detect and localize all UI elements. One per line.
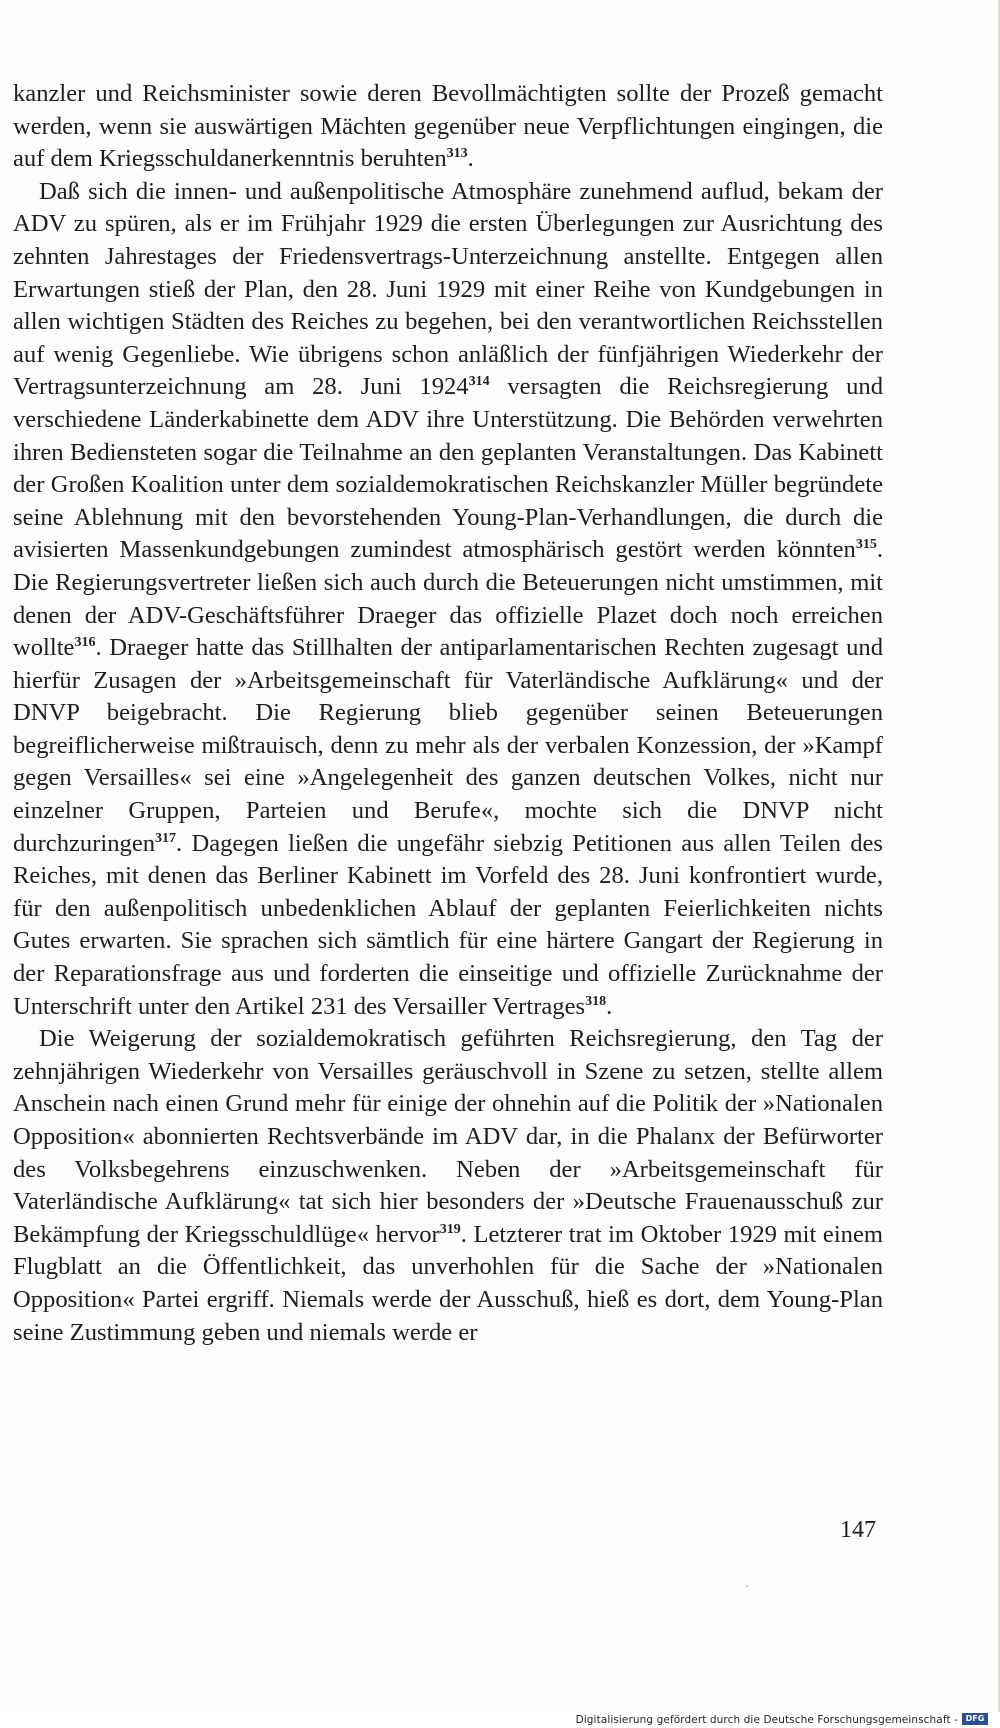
footnote-reference: 314 [468,374,490,390]
paragraph-text: . Dagegen ließen die ungefähr siebzig Petitionen aus allen Teilen des Reiches, mit denen das Berliner Kabinett im Vorfeld des 28. Juni konfrontiert wurde, für den außenpolitisch unbedenklichen Ablauf der geplanten Feierlichkeiten nichts Gutes erwarten. Sie sprachen sich sämtlich für eine härtere Gangart der Regierung in der Reparationsfrage aus und forderten die einseitige und offizielle Zurücknahme der Unterschrift unter den Artikel 231 des Versailler Vertrages [13,829,883,1020]
paragraph [13,176,883,1023]
scan-speck [746,1585,748,1587]
paragraph-text: . Letzterer trat im Oktober 1929 mit einem Flugblatt an die Öffentlichkeit, das unverhohlen für die Sache der »Nationalen Opposition« Partei ergriff. Niemals werde der Ausschuß, hieß es dort, dem Young-Plan seine Zustimmung geben und niemals werde er [13,1220,883,1346]
paragraph-text: kanzler und Reichsminister sowie deren Bevollmächtigten sollte der Prozeß gemacht werden, wenn sie auswärtigen Mächten gegenüber neue Verpflichtungen eingingen, die auf dem Kriegsschuldanerkenntnis beruhten [13,80,883,173]
footnote-reference: 317 [155,830,177,846]
dfg-logo: DFG [962,1713,988,1725]
paragraph-text: . Draeger hatte das Stillhalten der antiparlamentarischen Rechten zugesagt und hierfür Zusagen der »Arbeitsgemeinschaft für Vaterländische Aufklärung« und der DNVP beigebracht. Die Regierung blieb gegenüber seinen Beteuerungen begreiflicherweise mißtrauisch, denn zu mehr als der verbalen Konzession, der »Kampf gegen Versailles« sei eine »Angelegenheit des ganzen deutschen Volkes, nicht nur einzelner Gruppen, Parteien und Berufe«, mochte sich die DNVP nicht durchzuringen [13,634,883,857]
paragraph-text: . Die Regierungsvertreter ließen sich auch durch die Beteuerungen nicht umstimmen, mit denen der ADV-Geschäftsführer Draeger das offizielle Plazet doch noch erreichen wollte [13,536,883,662]
body-text [13,78,883,1349]
paragraph-text: . [606,992,613,1020]
paragraph-text: Daß sich die innen- und außenpolitische Atmosphäre zunehmend auflud, bekam der ADV zu spüren, als er im Frühjahr 1929 die ersten Überlegungen zur Ausrichtung des zehnten Jahrestages der Friedensvertrags-Unterzeichnung anstellte. Entgegen allen Erwartungen stieß der Plan, den 28. Juni 1929 mit einer Reihe von Kundgebungen in allen wichtigen Städten des Reiches zu begehen, bei den verantwortlichen Reichsstellen auf wenig Gegenliebe. Wie übrigens schon anläßlich der fünfjährigen Wiederkehr der Vertragsunterzeichnung am 28. Juni 1924 [13,177,883,401]
footnote-reference: 313 [446,146,468,162]
footnote-reference: 315 [855,537,877,553]
footnote-reference: 319 [439,1221,461,1237]
footnote-reference: 318 [585,993,607,1009]
paragraph-text: versagten die Reichsregierung und verschiedene Länderkabinette dem ADV ihre Unterstützung. Die Behörden verwehrten ihren Bediensteten sogar die Teilnahme an den geplanten Veranstaltungen. Das Kabinett der Großen Koalition unter dem sozialdemokratischen Reichskanzler Müller begründete seine Ablehnung mit den bevorstehenden Young-Plan-Verhandlungen, die durch die avisierten Massenkundgebungen zumindest atmosphärisch gestört werden könnten [13,373,883,564]
footnote-reference: 316 [74,635,96,651]
paragraph-text: Die Weigerung der sozialdemokratisch geführten Reichsregierung, den Tag der zehnjährigen Wiederkehr von Versailles geräuschvoll in Szene zu setzen, stellte allem Anschein nach einen Grund mehr für einige der ohnehin auf die Politik der »Nationalen Opposition« abonnierten Rechtsverbände im ADV dar, in die Phalanx der Befürworter des Volksbegehrens einzuschwenken. Neben der »Arbeitsgemeinschaft für Vaterländische Aufklärung« tat sich hier besonders der »Deutsche Frauenausschuß zur Bekämpfung der Kriegsschuldlüge« hervor [13,1025,883,1248]
paragraph [13,78,883,176]
paragraph-text: . [467,145,474,173]
paragraph [13,1023,883,1349]
digitization-credit: Digitalisierung gefördert durch die Deutsche Forschungsgemeinschaft - [575,1714,958,1726]
page-number: 147 [840,1517,876,1543]
